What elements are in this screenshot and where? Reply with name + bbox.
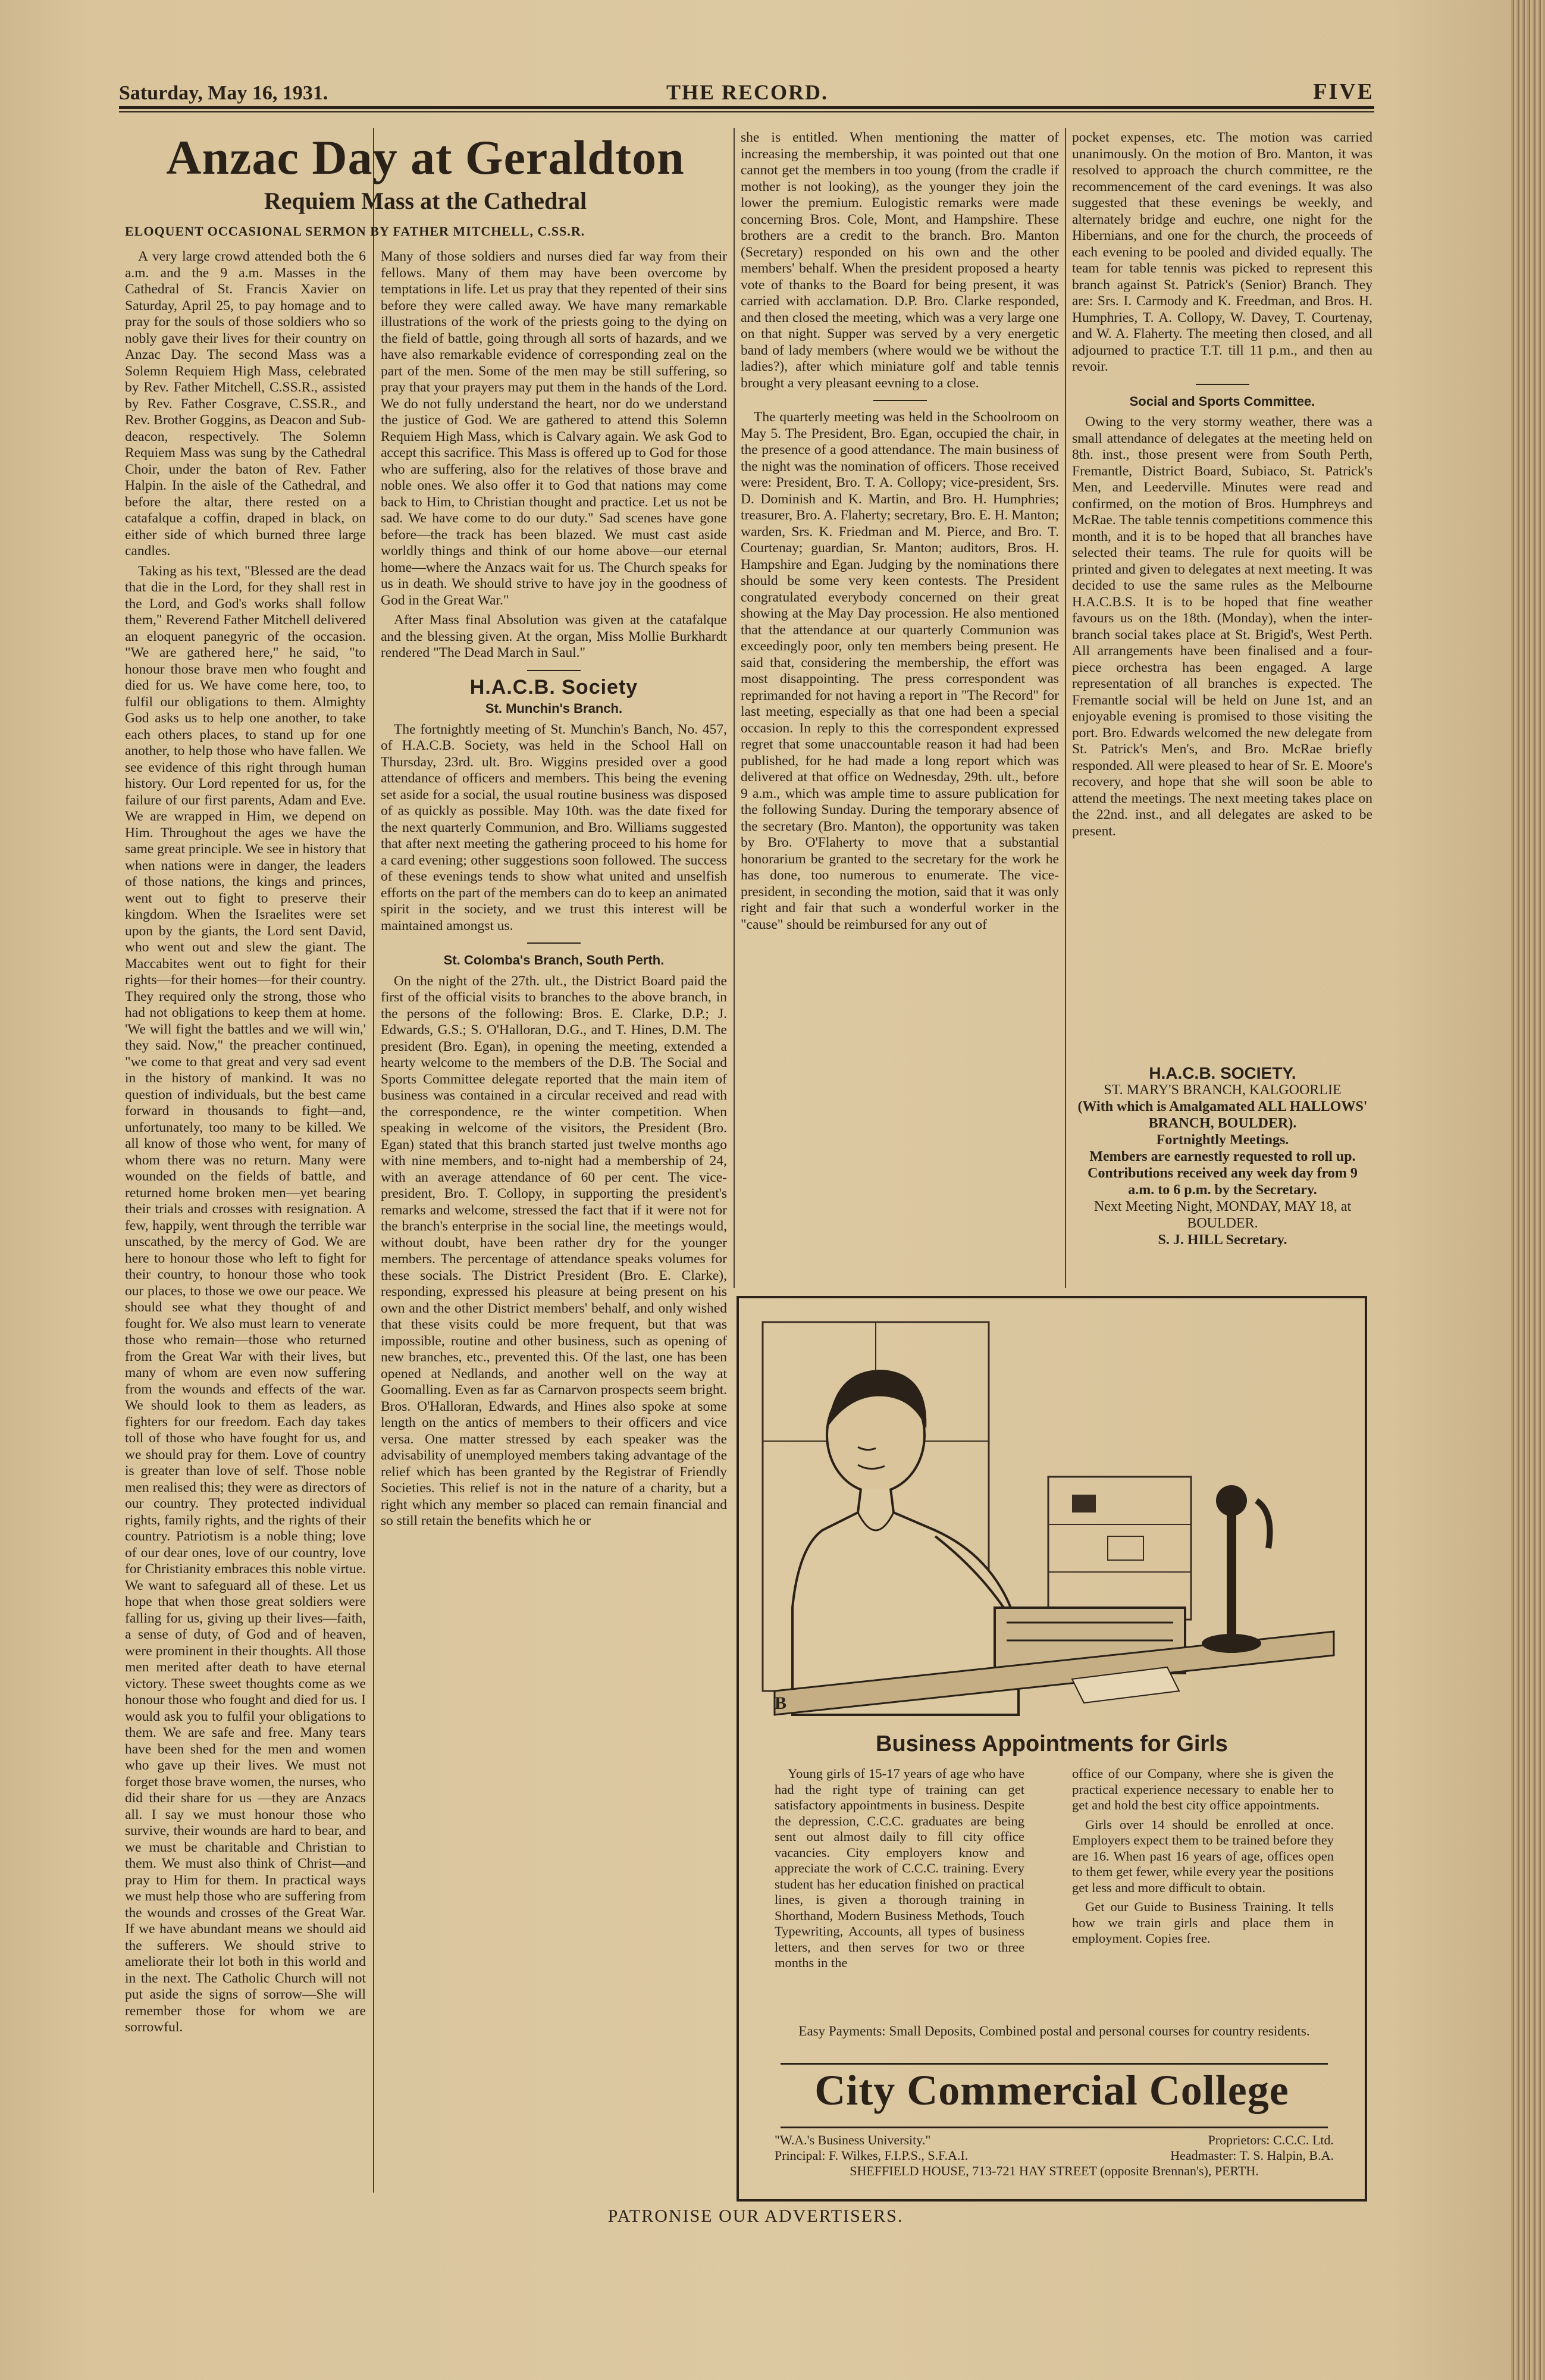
page-edge (1511, 0, 1545, 2380)
ad-title: Business Appointments for Girls (876, 1731, 1228, 1756)
footer-slogan: PATRONISE OUR ADVERTISERS. (607, 2206, 904, 2226)
ad-paragraph: office of our Company, where she is given the practical experience necessary to enable her to get and hold the best city office appointments. (1072, 1766, 1334, 1812)
masthead-rule (119, 106, 1374, 109)
column-rule-3 (1065, 128, 1066, 1288)
column-3 (741, 130, 1059, 1290)
ad-column-left (775, 1766, 1024, 1975)
notice-branch: ST. MARY'S BRANCH, KALGOORLIE (1104, 1082, 1342, 1098)
munchin-report: The fortnightly meeting of St. Munchin's Banch, No. 457, of H.A.C.B. Society, was held in the School Hall on Thursday, 23rd. ult. Bro. Wiggins presided over a good attendance of officers and members. This being the evening set aside for a social, the usual routine business was disposed of as quickly as possible. May 10th. was the date fixed for the next quarterly Communion, and Bro. Williams suggested that after next meeting the gathering proceed to his home for a card evening; other suggestions soon followed. The success of these evenings tends to show what united and unselfish efforts on the part of the members can do to keep an animated spirit in the society, and we trust this interest will be maintained amongst us. (381, 721, 727, 934)
page-number: FIVE (1313, 79, 1374, 104)
ad-column-right (1072, 1766, 1334, 1950)
colomba-report-continued: pocket expenses, etc. The motion was carried unanimously. On the motion of Bro. Manton, it was resolved to approach the church committee, re the recommencement of the card evenings. It was also suggested that these evenings be weekly, and alternately bridge and euchre, one night for the Hibernians, and one for the church, the proceeds of each evening to be pooled and divided equally. The team for table tennis was picked to represent this branch against St. Patrick's (Senior) Branch. They are: Srs. I. Carmody and K. Freedman, and Bros. H. Humphries, T. A. Collopy, W. Davey, T. Courtenay, and W. A. Flaherty. The meeting then closed, and all adjourned to practice T.T. till 11 p.m., and then au revoir. (1072, 130, 1372, 374)
article-column-2 (381, 249, 727, 2206)
article-paragraph: Many of those soldiers and nurses died far way from their fellows. Many of them may have been overcome by temptations in life. Let us pray that they repented of their sins before they were called away. We have many remarkable illustrations of the work of the priests going to the dying on the field of battle, going through all sorts of hazards, and we have also remarkable evidence of corresponding zeal on the part of the men. Some of the men may be still suffering, so pray that your prayers may put them in the hands of the Lord. We do not fully understand the heart, nor do we understand the justice of God. We are gathered to attend this Solemn Requiem High Mass, which is Calvary again. We ask God to accept this sacrifice. This Mass is offered up to God for those who are suffering, also for the relatives of those brave and noble ones. We also offer it to God that nations may come back to Him, to Christian thought and practice. Let us not be sad. We have come to do our duty." Sad scenes have gone before—the track has been blazed. We must cast aside worldly things and think of our home above—our eternal home—where the Anzacs wait for us. The Church speaks for us in death. We should strive to have joy in the goodness of God in the Great War." (381, 249, 727, 608)
section-divider (527, 670, 581, 671)
article-paragraph: After Mass final Absolution was given at the catafalque and the blessing given. At the organ, Miss Mollie Burkhardt rendered "The Dead March in Saul." (381, 612, 727, 660)
ad-tagline: "W.A.'s Business University." (775, 2132, 931, 2147)
munchin-branch-title: St. Munchin's Branch. (485, 701, 623, 716)
ad-footer (775, 2132, 1334, 2179)
social-committee-report: Owing to the very stormy weather, there was a small attendance of delegates at the meeting held on 8th. inst., those present were from South Perth, Fremantle, District Board, Subiaco, St. Patrick's Men, and Leederville. Minutes were read and confirmed, on the motion of Bros. Humphreys and McRae. The table tennis competitions commence this month, and it is to be hoped that all branches have selected their teams. The rule for quoits will be printed and given to delegates at next meeting. It was decided to use the same rules as the Melbourne H.A.C.B.S. It is to be hoped that fine weather favours us on the 18th. (Monday), when the inter-branch social takes place at St. Brigid's, West Perth. All arrangements have been finalised and a four-piece orchestra has been engaged. A large representation of all branches is expected. The Fremantle social will be held on June 1st, and an enjoyable evening is promised to those visiting the port. Bro. Edwards welcomed the new delegate from St. Patrick's Men's, and Bro. McRae briefly responded. All were pleased to hear of Sr. E. Moore's recovery, and hope that she will soon be able to attend the meetings. The next meeting takes place on the 22nd. inst., and all delegates are asked to be present. (1072, 414, 1372, 839)
ad-paragraph: Get our Guide to Business Training. It tells how we train girls and place them in employment. Copies free. (1072, 1899, 1334, 1946)
article-paragraph: A very large crowd attended both the 6 a.m. and the 9 a.m. Masses in the Cathedral of St. Francis Xavier on Saturday, April 25, to pay homage and to pray for the souls of those soldiers who so nobly gave their lives for their country on Anzac Day. The second Mass was a Solemn Requiem High Mass, celebrated by Rev. Father Mitchell, C.SS.R., assisted by Rev. Father Cosgrave, C.SS.R., and Rev. Brother Goggins, as Deacon and Sub-deacon, respectively. The Solemn Requiem Mass was sung by the Cathedral Choir, under the baton of Rev. Father Halpin. In the aisle of the Cathedral, and before the altar, there rested on a catafalque a coffin, draped in black, on either side of which burned three large candles. (125, 249, 366, 559)
city-commercial-college-ad (737, 1296, 1367, 2202)
quarterly-meeting-report: The quarterly meeting was held in the Schoolroom on May 5. The President, Bro. Egan, occupied the chair, in the presence of a good attendance. The main business of the night was the nomination of officers. Those received were: President, Bro. T. A. Collopy; vice-president, Srs. D. Dominish and K. Martin, and Bro. H. Humphries; treasurer, Bro. A. Flaherty; secretary, Bro. E. H. Manton; warden, Srs. K. Friedman and M. Pierce, and Bro. T. Courtenay; guardian, Sr. Manton; auditors, Bros. H. Hampshire and Egan. Judging by the nominations there should be some very keen contests. The President congratulated everybody concerned on their great showing at the May Day procession. He also mentioned that the attendance at our quarterly Communion was exceedingly poor, only ten members being present. He said that, considering the membership, the effort was most disappointing. The press correspondent was reprimanded for not having a report in "The Record" for last meeting, especially as that one had been a special occasion. In reply to this the correspondent expressed regret that some unaccountable reason it had had been published, for he had made a long report which was delivered at that office on Wednesday, 29th. ult., before 9 a.m., which was ample time to assure publication for the following Sunday. During the temporary absence of the secretary (Bro. Manton), the opportunity was taken by Bro. O'Flaherty to move that a substantial honorarium be granted to the secretary for the work he has done, too numerous to enumerate. The vice-president, in seconding the motion, said that it was only right and fair that such a wonderful worker in the "cause" should be reimbursed for any out of (741, 409, 1059, 932)
column-rule-1 (373, 128, 374, 2193)
article-column-1 (125, 249, 366, 2206)
brand-rule-top (781, 2063, 1328, 2065)
notice-amalgamation: (With which is Amalgamated ALL HALLOWS' BRANCH, BOULDER). (1077, 1099, 1368, 1131)
ad-proprietors: Proprietors: C.C.C. Ltd. (1208, 2132, 1334, 2147)
ad-brand: City Commercial College (814, 2066, 1289, 2114)
ad-principal: Principal: F. Wilkes, F.I.P.S., S.F.A.I. (775, 2148, 969, 2163)
ad-headmaster: Headmaster: T. S. Halpin, B.A. (1170, 2148, 1334, 2163)
article-paragraph: Taking as his text, "Blessed are the dead that die in the Lord, for they shall rest in the Lord, and God's works shall follow them," Reverend Father Mitchell delivered an eloquent panegyric of the occasion. "We are gathered here," he said, "to honour those brave men who fought and died for us. We have come here, too, to fulfil our obligations to them. Almighty God asks us to help one another, to take each others places, to stand up for one another, to help those who have fallen. We see evidence of this right through human history. Our Lord repented for us, for the failure of our first parents, Adam and Eve. We are wrapped in Him, we depend on Him. Throughout the ages we have the same great principle. We see in history that when nations were in danger, the leaders of those nations, the kings and princes, went out to fight to preserve their kingdom. When the Israelites were set upon by the giants, the Lord sent David, who went out and slew the giant. The Maccabites went out to fight for their rights—for their homes—for their country. They required only the strong, those who had not obligations to keep them at home. 'We will fight the battles and we will win,' they said. Now," the preacher continued, "we come to that great and very sad event in the history of mankind. It was no question of individuals, but the best came forward in thousands to fight—and, unfortunately, too many to be killed. We all know of those who went, for many of whom there was no return. Many were wounded on the fields of battle, and returned home broken men—yet bearing their trials and crosses with resignation. A few, happily, went through the terrible war unscathed, by the mercy of God. We are here to honour those who left to fight for their country, to honour those who took our places, to those we owe our peace. We should see what they thought of and fought for. We also must learn to venerate those who remain—those who returned from the Great War with their lives, but many of whom are even now suffering from the wounds and effects of the war. We should look to them as leaders, as fighters for our freedom. Each day takes toll of those who have fought for us, and we should pray for them. Love of country is greater than love of self. Those noble men realised this; they were as directors of our country. They protected individual rights, family rights, and the rights of their country. Patriotism is a noble thing; love of our dear ones, love of our country, love for Christianity embraces this noble virtue. We want to safeguard all of these. Let us hope that when those great soldiers were falling for us, giving up their lives—faith, a sense of duty, of God and of heaven, were prominent in their thoughts. All those men merited after death to have eternal victory. These sweet thoughts come as we honour those who fought and died for us. I would ask you to fulfil your obligations to them. We are safe and free. Many tears have been shed for the men and women who gave up their lives. We must not forget those brave women, the nurses, who did their share for us —they are Anzacs all. I say we must honour those who survive, their wounds are hard to bear, and we must be charitable and Christian to them. We must also think of Christ—and pray to Him for them. In practical ways we must help those who are suffering from the wounds and crosses of the Great War. If we have abundant means we should aid the sufferers. We should strive to ameliorate their lot both in this world and in the next. The Catholic Church will not put aside the signs of sorrow—She will remember those for whom we are sorrowful. (125, 563, 366, 2035)
artist-mark: B (775, 1693, 787, 1713)
masthead-rule-thin (119, 111, 1374, 112)
notice-contributions: Contributions received any week day from 9 a.m. to 6 p.m. by the Secretary. (1088, 1166, 1358, 1198)
ad-address: SHEFFIELD HOUSE, 713-721 HAY STREET (opposite Brennan's), PERTH. (850, 2163, 1259, 2178)
ad-paragraph: Girls over 14 should be enrolled at once. Employers expect them to be trained before they are 16. When past 16 years of age, offices open to them get fewer, while every year the positions get less and more difficult to obtain. (1072, 1817, 1334, 1895)
column-rule-2 (734, 128, 735, 1288)
notice-members: Members are earnestly requested to roll up. (1089, 1149, 1356, 1164)
section-divider (873, 400, 927, 401)
ad-illustration (739, 1298, 1365, 1727)
section-divider (1196, 384, 1249, 385)
masthead (119, 71, 1374, 107)
hacb-section-title: H.A.C.B. Society (469, 675, 638, 699)
notice-title: H.A.C.B. SOCIETY. (1149, 1064, 1296, 1082)
section-divider (527, 942, 581, 944)
colomba-branch-title: St. Colomba's Branch, South Perth. (443, 953, 665, 967)
issue-date: Saturday, May 16, 1931. (119, 82, 328, 104)
article-kicker: ELOQUENT OCCASIONAL SERMON BY FATHER MITCHELL, C.SS.R. (125, 224, 585, 239)
notice-fortnightly: Fortnightly Meetings. (1156, 1132, 1289, 1148)
article-subhead: Requiem Mass at the Cathedral (264, 187, 587, 214)
notice-next-meeting: Next Meeting Night, MONDAY, MAY 18, at BOULDER. (1093, 1199, 1352, 1231)
brand-rule-bottom (781, 2127, 1328, 2128)
ad-paragraph: Young girls of 15-17 years of age who have had the right type of training can get satisfactory appointments in business. Despite the depression, C.C.C. graduates are being sent out almost daily to fill city office vacancies. City employers know and appreciate the work of C.C.C. training. Every student has her education finished on practical lines, is given a thorough training in Shorthand, Modern Business Methods, Touch Typewriting, Accounts, all types of business letters, and then serves for two or three months in the (775, 1766, 1024, 1970)
colomba-report: On the night of the 27th. ult., the District Board paid the first of the official visits to branches to the above branch, in the persons of the following: Bros. E. Clarke, D.P.; J. Edwards, G.S.; S. O'Halloran, D.G., and T. Hines, D.M. The president (Bro. Egan), in opening the meeting, extended a hearty welcome to the members of the D.B. The Social and Sports Committee delegate reported that the main item of business was contained in a circular received and read with the correspondence, re the winter competition. When speaking in welcome of the visitors, the President (Bro. Egan) stated that this branch started just twelve months ago with nine members, and to-night had a membership of 24, with an average attendance of 60 per cent. The vice-president, Bro. T. Collopy, in supporting the president's remarks and welcome, stressed the fact that if it were not for the branch's enterprise in the social line, the meetings would, without doubt, have been rather dry for the younger members. The percentage of attendance speaks volumes for these socials. The District President (Bro. E. Clarke), responding, expressed his pleasure at being present on his own and the other District members' behalf, and only wished that these visits could be more frequent, but that was impossible, routine and other business, such as opening of new branches, etc., prevented this. Of the last, one has been opened at Nedlands, and another well on the way at Goomalling. Even as far as Carnarvon prospects seem bright. Bros. O'Halloran, Edwards, and Hines also spoke at some length on the antics of members to their officers and vice versa. One matter stressed by each speaker was the advisability of unemployed members taking advantage of the relief which has been granted by the Registrar of Friendly Societies. This relief is not in the nature of a charity, but a right which any member so placed can remain financial and so still retain the benefits which he or (381, 973, 727, 1529)
article-headline: Anzac Day at Geraldton (166, 130, 685, 184)
social-committee-title: Social and Sports Committee. (1129, 393, 1315, 409)
kalgoorlie-notice (1077, 1065, 1368, 1248)
paper-title: THE RECORD. (666, 80, 829, 104)
colomba-report-continued: she is entitled. When mentioning the matter of increasing the membership, it was pointed out that one cannot get the members in too young (from the cradle if mother is not looking), as the younger they join the lower the premium. Eulogistic remarks were made concerning Bros. Cole, Mont, and Hampshire. These brothers are a credit to the branch. Bro. Manton (Secretary) responded on his own and the other members' behalf. When the president proposed a hearty vote of thanks to the Board for being present, it was carried with acclamation. D.P. Bro. Clarke responded, and then closed the meeting, which was a very large one on that night. Supper was served by a very energetic band of lady members (where would we be without the ladies?), after which miniature golf and table tennis brought a very pleasant eevning to a close. (741, 130, 1059, 391)
column-4 (1072, 130, 1372, 1040)
notice-signature: S. J. HILL Secretary. (1158, 1232, 1287, 1248)
ad-payment-terms: Easy Payments: Small Deposits, Combined postal and personal courses for country residents. (798, 2024, 1310, 2038)
